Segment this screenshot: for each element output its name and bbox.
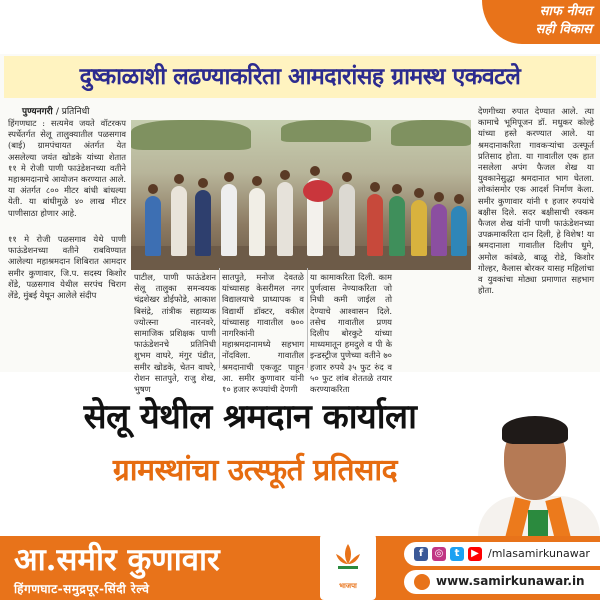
article-byline (22, 104, 90, 117)
article-column-4: या कामाकरिता दिली. काम पुर्णत्वास नेण्याकरिता जो निधी कमी जाईल तो देण्याचे आश्वासन दिले. तसेच गावातील प्रणय दिलीप बोरकुटे यांच्या माध्यमातून हमदुले व पी के इन्डस्ट्रीज पुणेच्या वतीने ७० हजार रुपये ३५ फुट रुंद व ५० फुट लांब शेततळे तयार करण्याकरिता (310, 272, 392, 395)
article-column-2: पाटील, पाणी फाऊंडेशन सेलू तालुका समन्वयक चंद्रशेखर डोईफोडे, आकाश बिसंद्रे, तांत्रीक सहाय्यक ज्योत्स्ना नारनवरे, सामाजिक प्रशिक्षक पाणी फाऊंडेशनचे प्रतिनिधी शुभम वाघरे, मंगुर पंडीत, समीर खोडके, चेतन वाघरे, रोशन सातपुते, राजु शेख, भुषण (134, 272, 216, 395)
social-handle-pill (404, 542, 600, 566)
twitter-icon: t (450, 547, 464, 561)
youtube-icon: ▶ (468, 547, 482, 561)
article-column-1-top: हिंगणघाट : सत्यमेव जयते वॉटरकप स्पर्धेतर्गत सेलू तालुक्यातील पळसगाव (बाई) ग्रामपंचायत अंतर्गत येत असलेल्या जयंत खोडके यांच्या शेतात ११ मे रोजी पाणी फाउंडेशनच्या वतीने महाश्रमदानाचे आयोजन करण्यात आले. या अंतर्गत ८०० मीटर बांधी बांधल्या येती. या बांधीमुळे ४० लाख मीटर पाणीसाठा होणार आहे. (8, 118, 126, 218)
top-banner (0, 0, 600, 46)
poster-title-line-1: सेलू येथील श्रमदान कार्याला (83, 397, 417, 437)
globe-icon (414, 574, 430, 590)
article-column-1-bottom: ११ मे रोजी पळसगाव येथे पाणी फाऊंडेशनच्या वतीने राबविण्यात आलेल्या महाश्रमदान शिबिरात आमदार समीर कुणावार, जि.प. सदस्य किशोर शेंडे, पळसगाव येथील सरपंच चिराग लेंडे, मुंबई येथून आलेले संदीप (8, 234, 126, 301)
slogan-line-2: सही विकास (535, 22, 592, 37)
website-pill (404, 570, 600, 594)
poster-title-line-2: ग्रामस्थांचा उत्स्फूर्त प्रतिसाद (112, 453, 398, 488)
news-photo (131, 120, 471, 270)
byline-role: / प्रतिनिधी (55, 107, 90, 117)
footer-bar (0, 536, 600, 600)
constituency-label: हिंगणघाट-समुद्रपूर-सिंदी रेल्वे (14, 582, 150, 596)
slogan-box (482, 0, 600, 44)
article-headline: दुष्काळाशी लढण्याकरिता आमदारांसह ग्रामस्थ एकवटले (4, 56, 596, 98)
byline-place: पुण्यनगरी (22, 107, 53, 117)
article-column-3: सातपुते, मनोज देवतळे यांच्यासह केसरीमल नगर विद्यालयाचे प्राध्यापक व विद्यार्थी डॉक्टर, वकील यांच्यासह गावातील ७०० नागरिकांनी महाश्रमदानामध्ये सहभाग नोंदविला. गावातील श्रमदानाची एकजूट पाहून आ. समीर कुणावार यांनी १० हजार रूपयांची देणगी (222, 272, 304, 395)
website-url: www.samirkunawar.in (436, 574, 585, 588)
facebook-icon: f (414, 547, 428, 561)
logo-text: भाजपा (339, 582, 357, 590)
leader-name: आ.समीर कुणावार (14, 542, 220, 578)
lotus-icon (332, 540, 364, 572)
party-logo (320, 534, 376, 600)
slogan-line-1: साफ नीयत (539, 4, 592, 19)
article-column-5: देणगीच्या रुपात देण्यात आले. त्या कामाचे भूमिपूजन डॉ. मधुकर कोल्हे यांच्या हस्ते करण्यात आले. या श्रमदानाकरिता गावकऱ्यांचा उत्स्फूर्त प्रतिसाद होता. या गावातील एक हात नसलेला अपंग फैजल शेख या युवकानेसुद्धा श्रमदानात भाग घेतला. लोकांसमोर एक आदर्श निर्माण केला. समीर कुणावार यांनी १ हजार रुपयांचे बक्षीस दिले. सदर बक्षीसाची रक्कम फैजल शेख यांनी पाणी फाऊंडेशनच्या उपक्रमाकरिता दान दिली, हे विशेष! या श्रमदानाला गावातील दिलीप धुमे, अमोल कांबळे, बाळू रोडे, किशोर गोल्हर, कैलास बोरकर यासह महिलांचा व युवकांचा मोठ्या प्रमाणात सहभाग होता. (478, 106, 594, 296)
newspaper-clipping (0, 54, 600, 395)
instagram-icon: ◎ (432, 547, 446, 561)
social-handle: /mlasamirkunawar (488, 547, 590, 560)
name-panel (0, 536, 318, 600)
